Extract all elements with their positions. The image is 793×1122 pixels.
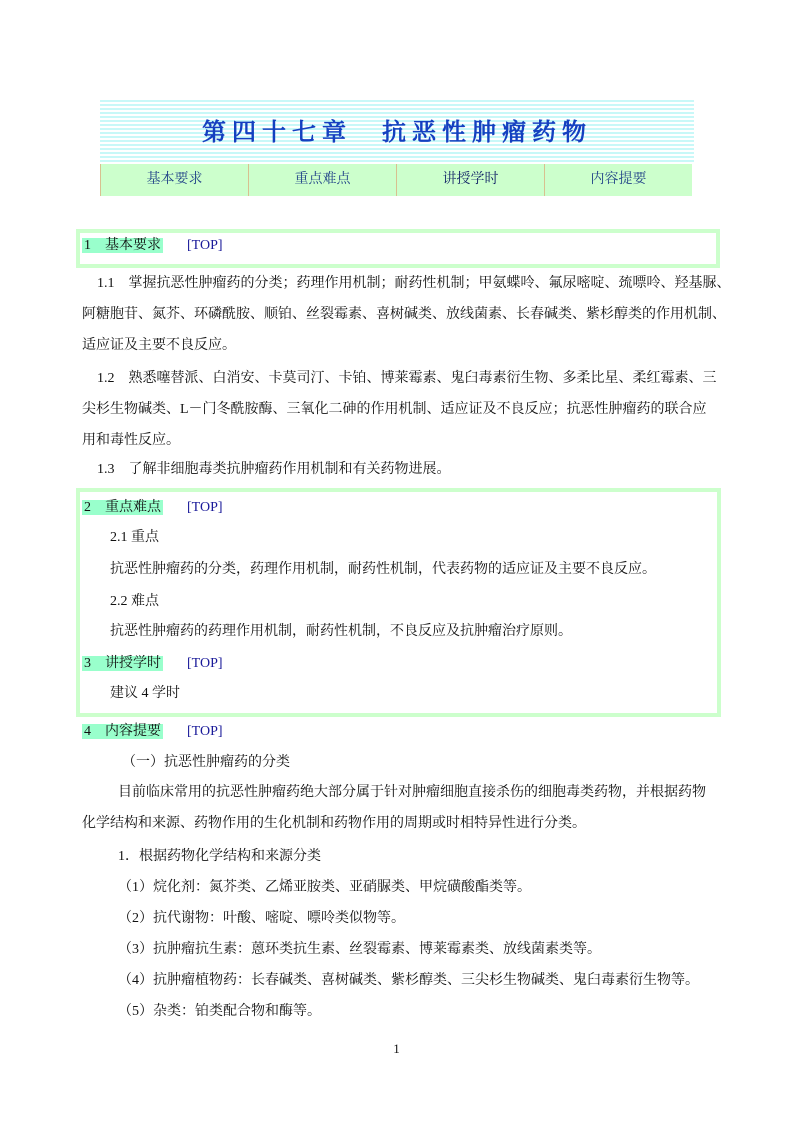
heading-text: 2 重点难点 [84, 500, 161, 515]
text-line: 抗恶性肿瘤药的药理作用机制，耐药性机制，不良反应及抗肿瘤治疗原则。 [110, 624, 572, 639]
text-line: （5）杂类：铂类配合物和酶等。 [118, 1004, 321, 1019]
section-1-heading [82, 236, 223, 256]
text-line: 2.2 难点 [110, 594, 159, 609]
text-line: （1）烷化剂：氮芥类、乙烯亚胺类、亚硝脲类、甲烷磺酸酯类等。 [118, 880, 531, 895]
text-line: 1.1 掌握抗恶性肿瘤药的分类；药理作用机制；耐药性机制；甲氨蝶呤、氟尿嘧啶、巯嘌呤、羟基脲、 [97, 276, 731, 291]
text-line: 1.2 熟悉噻替派、白消安、卡莫司汀、卡铂、博莱霉素、鬼臼毒素衍生物、多柔比星、柔红霉素、三 [97, 371, 717, 386]
top-link[interactable]: [TOP] [187, 656, 223, 671]
text-line: 化学结构和来源、药物作用的生化机制和药物作用的周期或时相特异性进行分类。 [82, 816, 586, 831]
section-3-heading [82, 654, 223, 674]
nav-content-summary[interactable]: 内容提要 [544, 164, 692, 196]
chapter-banner [100, 98, 694, 162]
text-line: 阿糖胞苷、氮芥、环磷酰胺、顺铂、丝裂霉素、喜树碱类、放线菌素、长春碱类、紫杉醇类的作用机制、 [82, 307, 726, 322]
text-line: 建议 4 学时 [110, 686, 180, 701]
section-1-box [76, 229, 720, 268]
heading-text: 1 基本要求 [84, 238, 161, 253]
text-line: （一）抗恶性肿瘤药的分类 [122, 755, 290, 770]
page-number: 1 [393, 1041, 400, 1056]
text-line: 2.1 重点 [110, 530, 159, 545]
chapter-title: 第四十七章 抗恶性肿瘤药物 [202, 117, 592, 146]
text-line: 用和毒性反应。 [82, 433, 180, 448]
text-line: （2）抗代谢物：叶酸、嘧啶、嘌呤类似物等。 [118, 911, 405, 926]
section-2-3-box [76, 488, 721, 717]
section-nav [100, 164, 692, 196]
heading-text: 4 内容提要 [84, 724, 161, 739]
text-line: 尖杉生物碱类、L－门冬酰胺酶、三氧化二砷的作用机制、适应证及不良反应；抗恶性肿瘤药的联合应 [82, 402, 707, 417]
nav-teaching-hours[interactable]: 讲授学时 [396, 164, 544, 196]
text-line: （3）抗肿瘤抗生素：蒽环类抗生素、丝裂霉素、博莱霉素类、放线菌素类等。 [118, 942, 601, 957]
nav-basic-requirements[interactable]: 基本要求 [100, 164, 248, 196]
text-line: （4）抗肿瘤植物药：长春碱类、喜树碱类、紫杉醇类、三尖杉生物碱类、鬼臼毒素衍生物等。 [118, 973, 699, 988]
text-line: 抗恶性肿瘤药的分类，药理作用机制，耐药性机制，代表药物的适应证及主要不良反应。 [110, 562, 656, 577]
top-link[interactable]: [TOP] [187, 500, 223, 515]
section-2-heading [82, 498, 223, 518]
section-4-heading [82, 722, 223, 742]
text-line: 1．根据药物化学结构和来源分类 [118, 849, 321, 864]
nav-key-points[interactable]: 重点难点 [248, 164, 396, 196]
text-line: 1.3 了解非细胞毒类抗肿瘤药作用机制和有关药物进展。 [97, 462, 451, 477]
text-line: 适应证及主要不良反应。 [82, 338, 236, 353]
top-link[interactable]: [TOP] [187, 724, 223, 739]
heading-text: 3 讲授学时 [84, 656, 161, 671]
top-link[interactable]: [TOP] [187, 238, 223, 253]
text-line: 目前临床常用的抗恶性肿瘤药绝大部分属于针对肿瘤细胞直接杀伤的细胞毒类药物，并根据药物 [118, 785, 706, 800]
